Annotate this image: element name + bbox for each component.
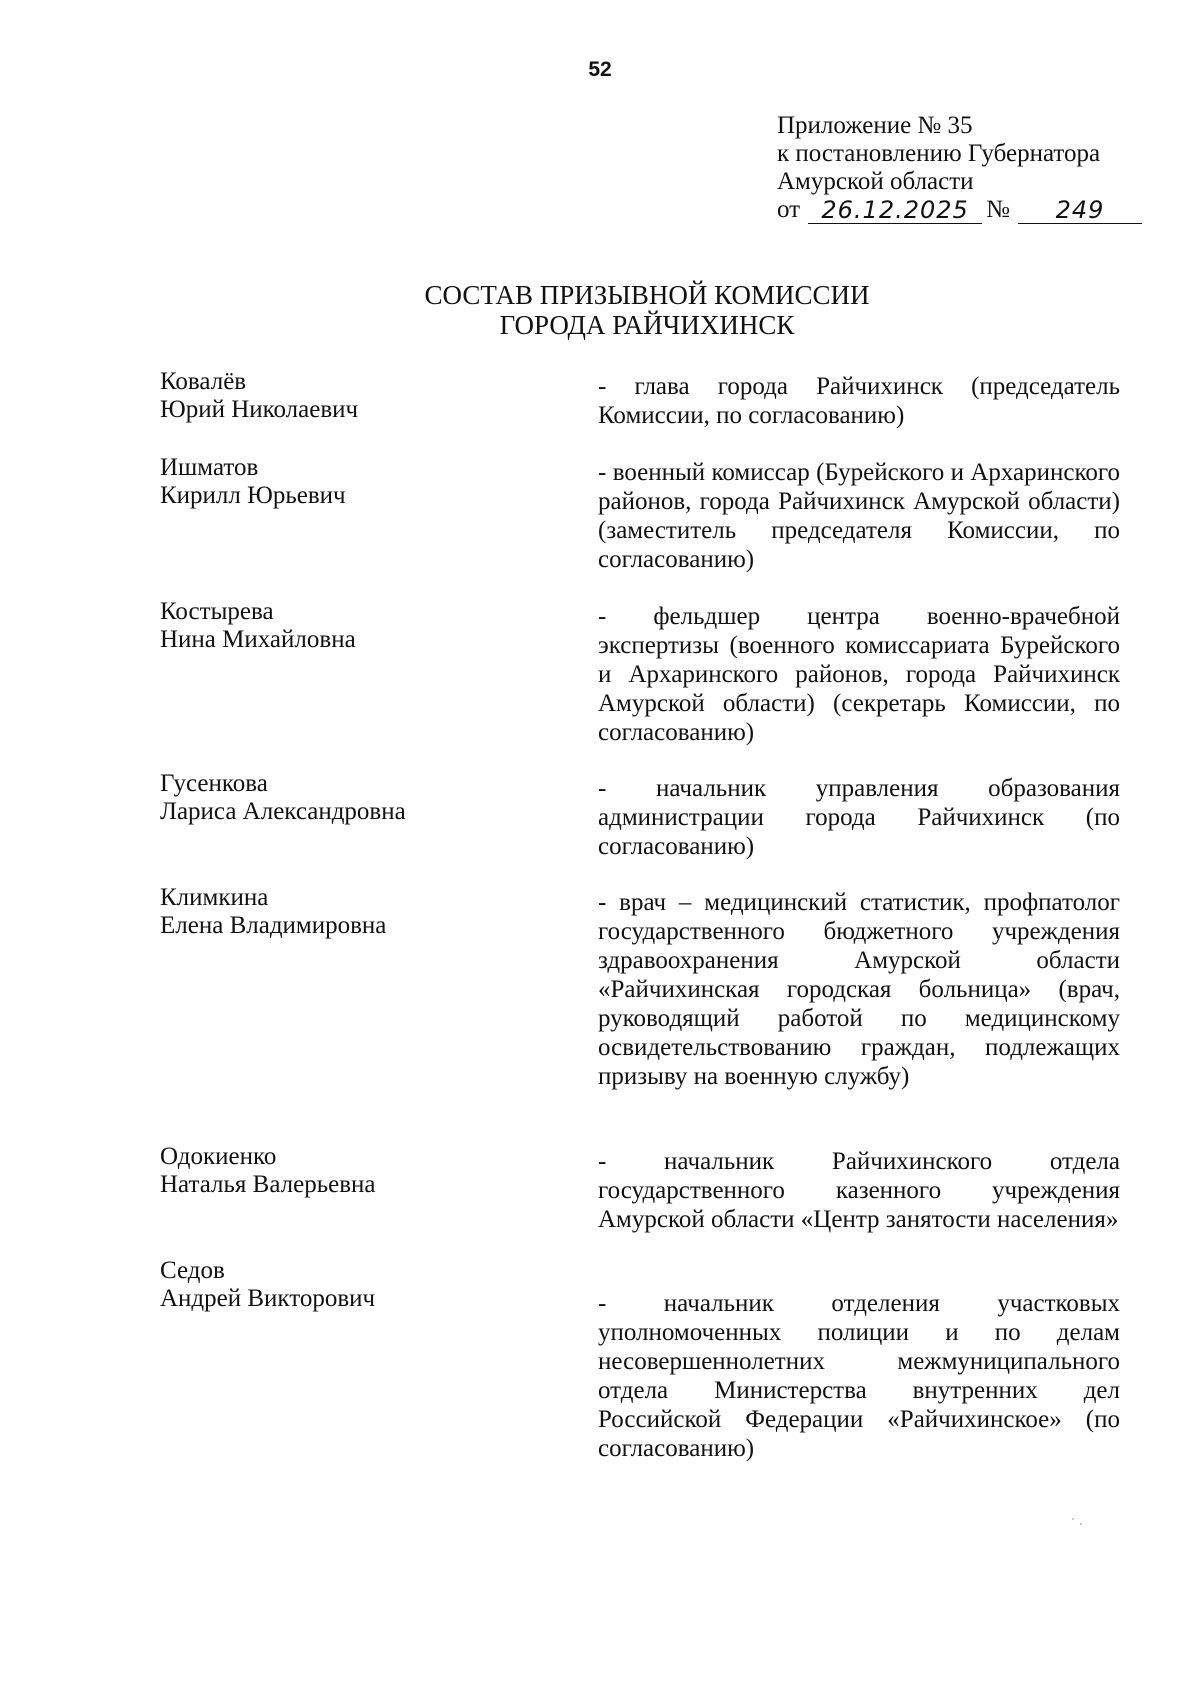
member-surname: Гусенкова: [160, 770, 268, 797]
member-given-names: Лариса Александровна: [160, 798, 406, 825]
appendix-block: [777, 112, 1142, 224]
appendix-reference: к постановлению Губернатора: [777, 140, 1101, 167]
date-prefix: от: [777, 196, 801, 223]
page-number: 52: [588, 58, 612, 81]
document-title: [0, 280, 1200, 340]
member-name: [160, 1143, 580, 1199]
member-role: - военный комиссар (Бурейского и Архаринского районов, города Райчихинск Амурской области) (заместитель председателя Комиссии, по согласованию): [598, 459, 1120, 573]
member-name: [160, 598, 580, 654]
member-given-names: Юрий Николаевич: [160, 396, 359, 423]
appendix-date-line: [777, 196, 1142, 224]
member-role: - врач – медицинский статистик, профпатолог государственного бюджетного учреждения здравоохранения Амурской области «Райчихинская городская больница» (врач, руководящий работой по медицинскому освидетельствованию граждан, подлежащих призыву на военную службу): [598, 889, 1120, 1090]
appendix-region: Амурской области: [777, 168, 974, 195]
member-given-names: Нина Михайловна: [160, 626, 356, 653]
member-given-names: Наталья Валерьевна: [160, 1171, 376, 1198]
member-surname: Ковалёв: [160, 368, 247, 395]
appendix-title: Приложение № 35: [777, 112, 973, 139]
member-surname: Климкина: [160, 884, 269, 911]
member-role: - начальник отделения участковых уполномоченных полиции и по делам несовершеннолетних межмуниципального отдела Министерства внутренних дел Российской Федерации «Райчихинское» (по согласованию): [598, 1290, 1120, 1462]
member-role: - фельдшер центра военно-врачебной экспертизы (военного комиссариата Бурейского и Архаринского районов, города Райчихинск Амурской области) (секретарь Комиссии, по согласованию): [598, 603, 1120, 746]
member-surname: Одокиенко: [160, 1143, 277, 1170]
member-name: [160, 884, 580, 940]
scan-speck: [1080, 1523, 1082, 1525]
member-name: [160, 770, 580, 826]
handwritten-number: 249: [1018, 197, 1142, 224]
handwritten-date: 26.12.2025: [808, 197, 982, 224]
member-name: [160, 1257, 580, 1313]
member-role: - глава города Райчихинск (председатель Комиссии, по согласованию): [598, 373, 1120, 429]
member-name: [160, 368, 580, 424]
member-given-names: Андрей Викторович: [160, 1285, 376, 1312]
member-surname: Седов: [160, 1257, 225, 1284]
title-line-2: ГОРОДА РАЙЧИХИНСК: [499, 310, 795, 340]
number-prefix: №: [986, 196, 1010, 223]
member-name: [160, 454, 580, 510]
member-role: - начальник Райчихинского отдела государственного казенного учреждения Амурской области «Центр занятости населения»: [598, 1148, 1120, 1233]
member-role: - начальник управления образования администрации города Райчихинск (по согласованию): [598, 775, 1120, 860]
member-given-names: Кирилл Юрьевич: [160, 482, 346, 509]
member-given-names: Елена Владимировна: [160, 912, 387, 939]
member-surname: Костырева: [160, 598, 274, 625]
title-line-1: СОСТАВ ПРИЗЫВНОЙ КОМИССИИ: [424, 280, 870, 310]
scan-speck: [1072, 1518, 1074, 1520]
member-surname: Ишматов: [160, 454, 259, 481]
